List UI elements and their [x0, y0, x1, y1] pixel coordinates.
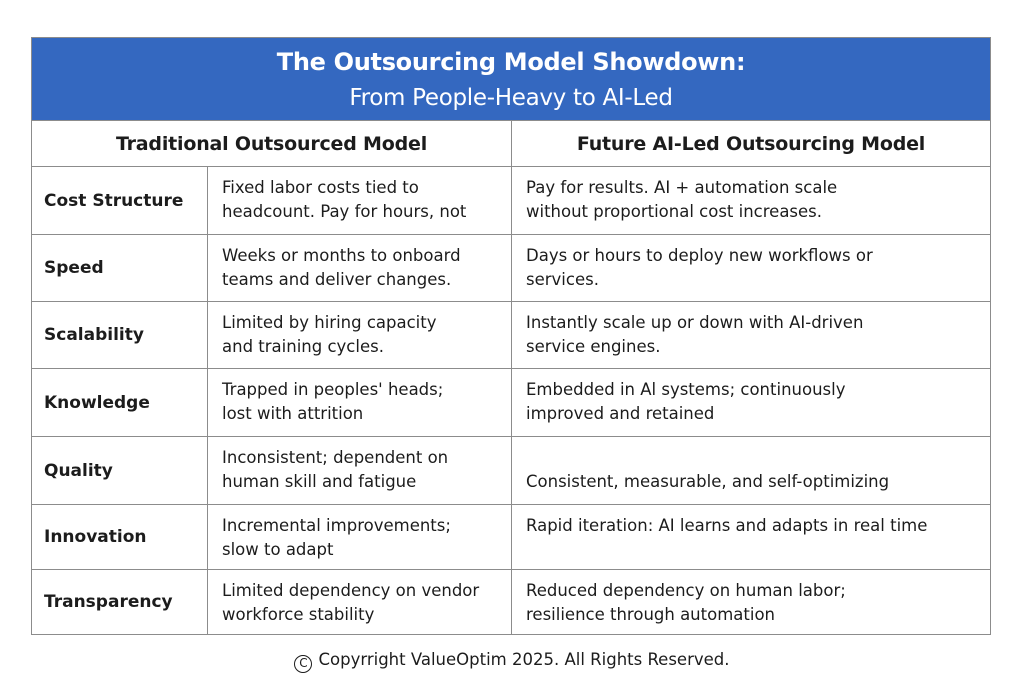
traditional-cell: Inconsistent; dependent on human skill and fatigue [208, 437, 512, 504]
comparison-table [31, 37, 991, 635]
future-cell-line: Consistent, measurable, and self-optimizing [526, 472, 890, 491]
table-row-transparency [32, 570, 990, 634]
traditional-cell: Fixed labor costs tied to headcount. Pay for hours, not [208, 167, 512, 234]
traditional-cell: Weeks or months to onboard teams and deliver changes. [208, 235, 512, 301]
future-cell: Pay for results. AI + automation scale without proportional cost increases. [526, 178, 838, 221]
copyright-text: Copyrright ValueOptim 2025. All Rights Reserved. [318, 650, 730, 669]
traditional-cell: Incremental improvements; slow to adapt [208, 505, 512, 569]
table-row-cost-structure [32, 167, 990, 235]
future-cell: Rapid iteration: AI learns and adapts in real time [526, 516, 928, 535]
traditional-cell: Limited by hiring capacity and training cycles. [208, 302, 512, 368]
row-label: Scalability [32, 302, 208, 368]
title-banner [32, 38, 990, 121]
copyright-icon: C [294, 655, 312, 673]
table-row-knowledge [32, 369, 990, 437]
future-cell: Days or hours to deploy new workflows or services. [526, 246, 873, 289]
row-label: Transparency [32, 570, 208, 634]
table-row-scalability [32, 302, 990, 369]
page-subtitle: From People-Heavy to AI-Led [349, 85, 673, 111]
traditional-cell: Limited dependency on vendor workforce stability [208, 570, 512, 634]
column-header-traditional: Traditional Outsourced Model [32, 121, 512, 167]
future-cell: Embedded in Al systems; continuously improved and retained [526, 380, 846, 423]
column-header-future: Future AI-Led Outsourcing Model [512, 121, 990, 167]
page-title: The Outsourcing Model Showdown: [276, 48, 746, 76]
row-label: Quality [32, 437, 208, 504]
future-cell: Reduced dependency on human labor; resilience through automation [526, 581, 846, 624]
table-row-quality [32, 437, 990, 505]
copyright-footer [0, 650, 1024, 673]
future-cell [512, 437, 990, 504]
table-row-speed [32, 235, 990, 302]
row-label: Knowledge [32, 369, 208, 436]
row-label: Cost Structure [32, 167, 208, 234]
traditional-cell: Trapped in peoples' heads; lost with attrition [208, 369, 512, 436]
row-label: Speed [32, 235, 208, 301]
future-cell: Instantly scale up or down with AI-driven service engines. [526, 313, 864, 356]
row-label: Innovation [32, 505, 208, 569]
table-row-innovation [32, 505, 990, 570]
